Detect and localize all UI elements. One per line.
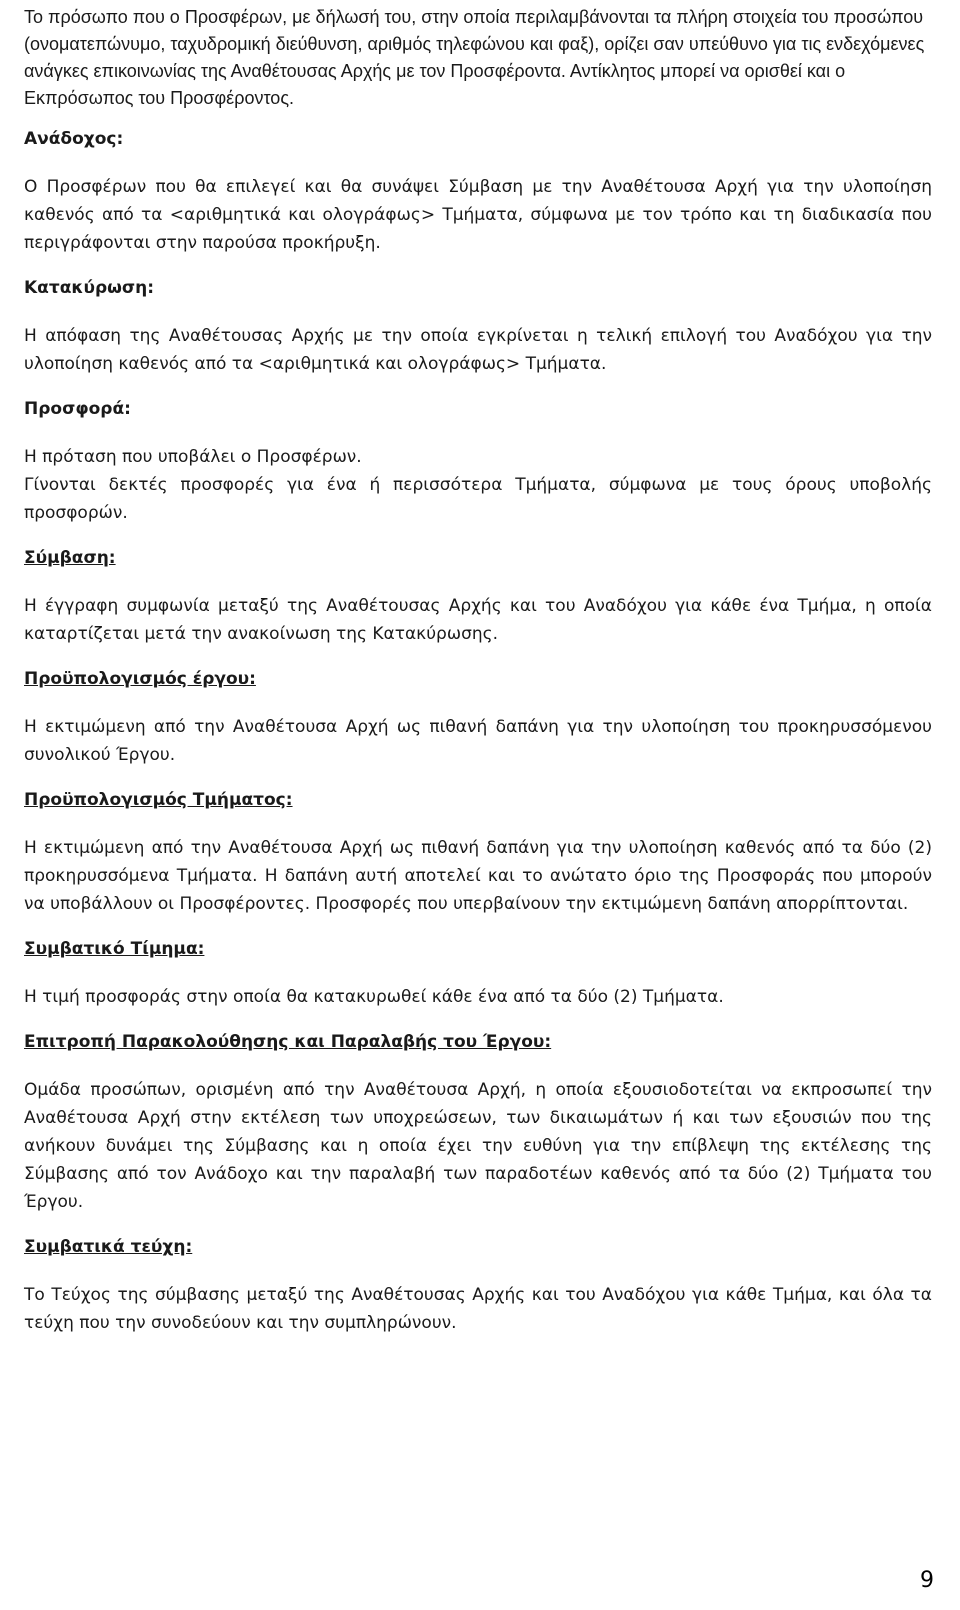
definition-symvatiko-timima [24,936,932,1011]
definition-epitropi [24,1029,932,1216]
definition-heading: Συμβατικό Τίμημα: [24,939,205,959]
definition-text: Το Τεύχος της σύμβασης μεταξύ της Αναθέτουσας Αρχής και του Αναδόχου για κάθε Τμήμα, και όλα τα τεύχη που την συνοδεύουν και την συμπληρώνουν. [24,1285,932,1333]
intro-paragraph: Το πρόσωπο που ο Προσφέρων, με δήλωσή του, στην οποία περιλαμβάνονται τα πλήρη στοιχεία του προσώπου (ονοματεπώνυμο, ταχυδρομική διεύθυνση, αριθμός τηλεφώνου και φαξ), ορίζει σαν υπεύθυνο για τις ενδεχόμενες ανάγκες επικοινωνίας της Αναθέτουσας Αρχής με τον Προσφέροντα. Αντίκλητος μπορεί να ορισθεί και ο Εκπρόσωπος του Προσφέροντος. [24,7,925,108]
definition-heading: Συμβατικά τεύχη: [24,1237,193,1257]
definition-proypologismos-tmimatos [24,787,932,918]
definition-text: Η έγγραφη συμφωνία μεταξύ της Αναθέτουσας Αρχής και του Αναδόχου για κάθε ένα Τμήμα, η οποία καταρτίζεται μετά την ανακοίνωση της Κατακύρωσης. [24,596,932,644]
definition-text: Ο Προσφέρων που θα επιλεγεί και θα συνάψει Σύμβαση με την Αναθέτουσα Αρχή για την υλοποίηση καθενός από τα <αριθμητικά και ολογράφως> Τμήματα, σύμφωνα με τον τρόπο και τη διαδικασία που περιγράφονται στην παρούσα προκήρυξη. [24,177,932,253]
definition-symvasi [24,545,932,648]
definition-text: Η εκτιμώμενη από την Αναθέτουσα Αρχή ως πιθανή δαπάνη για την υλοποίηση καθενός από τα δύο (2) προκηρυσσόμενα Τμήματα. Η δαπάνη αυτή αποτελεί και το ανώτατο όριο της Προσφοράς που μπορούν να υποβάλλουν οι Προσφέροντες. Προσφορές που υπερβαίνουν την εκτιμώμενη δαπάνη απορρίπτονται. [24,838,932,914]
definition-text: Γίνονται δεκτές προσφορές για ένα ή περισσότερα Τμήματα, σύμφωνα με τους όρους υποβολής προσφορών. [24,475,932,523]
definition-heading: Προϋπολογισμός Τμήματος: [24,790,293,810]
definition-heading: Κατακύρωση: [24,278,155,298]
definition-katakyrosi [24,275,932,378]
definition-heading: Προϋπολογισμός έργου: [24,669,256,689]
definition-heading: Επιτροπή Παρακολούθησης και Παραλαβής του Έργου: [24,1032,552,1052]
definition-text: Η πρόταση που υποβάλει ο Προσφέρων. [24,447,362,467]
definition-text: Ομάδα προσώπων, ορισμένη από την Αναθέτουσα Αρχή, η οποία εξουσιοδοτείται να εκπροσωπεί την Αναθέτουσα Αρχή στην εκτέλεση των υποχρεώσεων, των δικαιωμάτων ή και των εξουσιών που της ανήκουν δυνάμει της Σύμβασης και η οποία έχει την ευθύνη για την επίβλεψη της εκτέλεσης της Σύμβασης από τον Ανάδοχο και την παραλαβή των παραδοτέων καθενός από τα δύο (2) Τμήματα του Έργου. [24,1080,932,1212]
definition-text: Η εκτιμώμενη από την Αναθέτουσα Αρχή ως πιθανή δαπάνη για την υλοποίηση του προκηρυσσόμενου συνολικού Έργου. [24,717,932,765]
definition-prosfora [24,396,932,527]
definition-text: Η τιμή προσφοράς στην οποία θα κατακυρωθεί κάθε ένα από τα δύο (2) Τμήματα. [24,987,724,1007]
definition-anadoxos [24,126,932,257]
definition-symvatika-teuxi [24,1234,932,1337]
definition-heading: Προσφορά: [24,399,131,419]
page-number: 9 [920,1568,934,1593]
definition-proypologismos-ergou [24,666,932,769]
definition-heading: Ανάδοχος: [24,129,124,149]
document-body [24,4,932,1355]
definition-text: Η απόφαση της Αναθέτουσας Αρχής με την οποία εγκρίνεται η τελική επιλογή του Αναδόχου για την υλοποίηση καθενός από τα <αριθμητικά και ολογράφως> Τμήματα. [24,326,932,374]
definition-heading: Σύμβαση: [24,548,116,568]
